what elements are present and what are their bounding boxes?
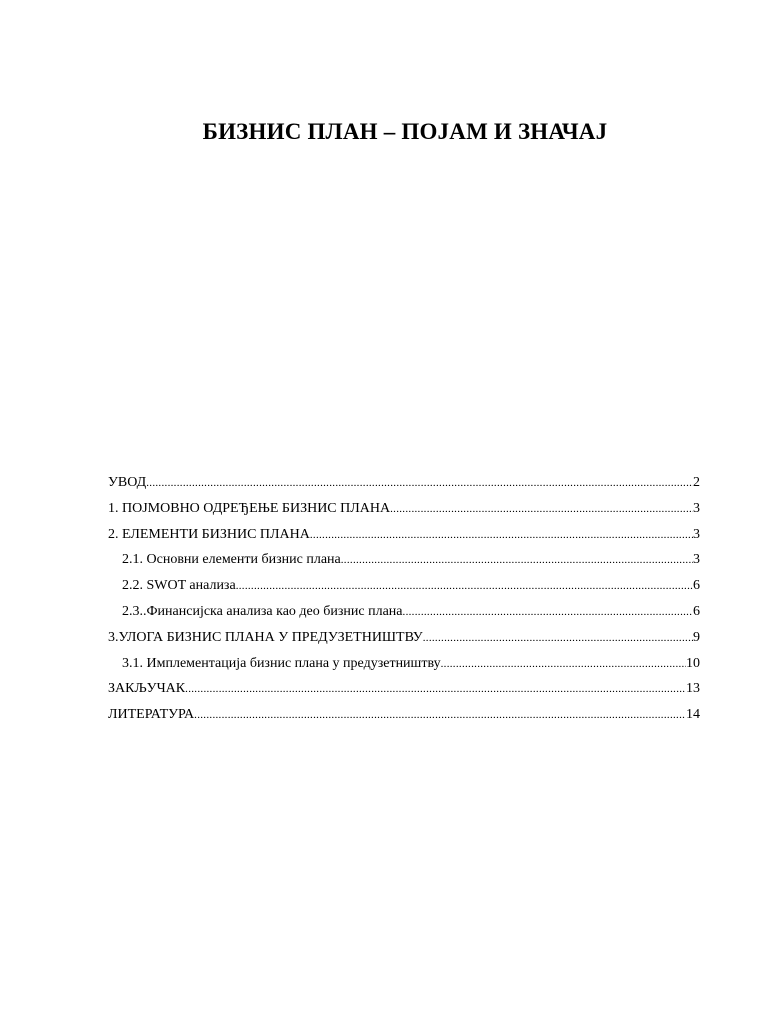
toc-page-number: 6 — [693, 578, 700, 594]
toc-page-number: 3 — [693, 500, 700, 516]
toc-entry-section-3[interactable] — [108, 625, 700, 651]
toc-dot-leader — [236, 574, 693, 599]
toc-entry-label: 3.1. Имплементација бизнис плана у предузетништву — [122, 655, 441, 671]
toc-page-number: 3 — [693, 526, 700, 542]
toc-entry-section-2-1[interactable] — [108, 547, 700, 573]
toc-entry-label: ЗАКЉУЧАК — [108, 681, 186, 697]
toc-dot-leader — [310, 523, 693, 548]
toc-dot-leader — [390, 497, 693, 522]
toc-entry-label: ЛИТЕРАТУРА — [108, 707, 195, 723]
toc-entry-label: 1. ПОЈМОВНО ОДРЕЂЕЊЕ БИЗНИС ПЛАНА — [108, 500, 391, 516]
toc-entry-zakljucak[interactable] — [108, 676, 700, 702]
toc-entry-label: 3.УЛОГА БИЗНИС ПЛАНА У ПРЕДУЗЕТНИШТВУ — [108, 629, 423, 645]
toc-page-number: 10 — [686, 655, 700, 671]
toc-page-number: 6 — [693, 603, 700, 619]
toc-page-number: 13 — [686, 681, 700, 697]
toc-entry-label: 2. ЕЛЕМЕНТИ БИЗНИС ПЛАНА — [108, 526, 310, 542]
toc-entry-label: 2.3..Финансијска анализа као део бизнис плана — [122, 603, 403, 619]
toc-page-number: 9 — [693, 629, 700, 645]
toc-dot-leader — [185, 677, 686, 702]
toc-dot-leader — [341, 548, 693, 573]
toc-dot-leader — [441, 652, 686, 677]
toc-dot-leader — [194, 703, 686, 728]
page-title: БИЗНИС ПЛАН – ПОЈАМ И ЗНАЧАЈ — [202, 119, 608, 144]
toc-dot-leader — [146, 471, 693, 496]
toc-entry-label: 2.2. SWOT анализа — [122, 578, 236, 594]
toc-page-number: 2 — [693, 475, 700, 490]
toc-entry-label: УВОД — [108, 475, 147, 490]
toc-entry-section-3-1[interactable] — [108, 651, 700, 677]
toc-dot-leader — [403, 600, 693, 625]
toc-entry-section-2[interactable] — [108, 522, 700, 548]
toc-entry-label: 2.1. Основни елементи бизнис плана — [122, 552, 341, 568]
table-of-contents — [108, 470, 700, 728]
toc-entry-section-2-2[interactable] — [108, 573, 700, 599]
toc-dot-leader — [423, 626, 693, 651]
toc-entry-literatura[interactable] — [108, 702, 700, 728]
toc-entry-section-2-3[interactable] — [108, 599, 700, 625]
toc-entry-uvod[interactable] — [108, 470, 700, 496]
toc-page-number: 3 — [693, 552, 700, 568]
toc-page-number: 14 — [686, 707, 700, 723]
toc-entry-section-1[interactable] — [108, 496, 700, 522]
